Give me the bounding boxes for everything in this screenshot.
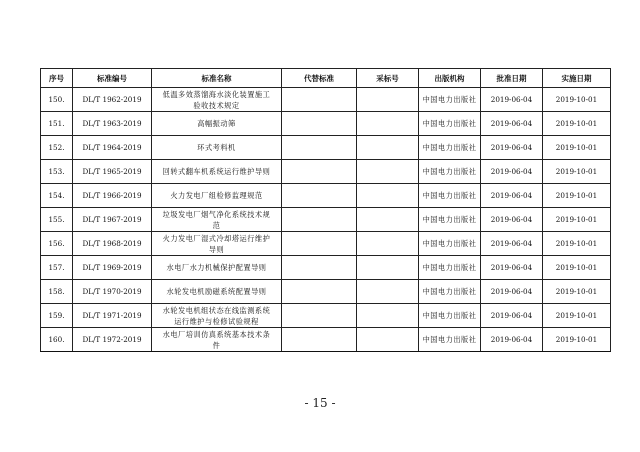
cell-effective-date: 2019-10-01 — [543, 280, 611, 304]
cell-effective-date: 2019-10-01 — [543, 232, 611, 256]
cell-seq: 154. — [41, 184, 73, 208]
cell-adopted-standard — [357, 88, 419, 112]
cell-publisher: 中国电力出版社 — [419, 208, 481, 232]
cell-approval-date: 2019-06-04 — [481, 208, 543, 232]
cell-replaced-standard — [282, 160, 357, 184]
cell-effective-date: 2019-10-01 — [543, 256, 611, 280]
header-approval-date: 批准日期 — [481, 69, 543, 88]
cell-approval-date: 2019-06-04 — [481, 112, 543, 136]
table-row — [41, 88, 611, 112]
cell-seq: 155. — [41, 208, 73, 232]
standards-table — [40, 68, 611, 352]
cell-seq: 153. — [41, 160, 73, 184]
cell-seq: 159. — [41, 304, 73, 328]
cell-effective-date: 2019-10-01 — [543, 328, 611, 352]
cell-publisher: 中国电力出版社 — [419, 160, 481, 184]
table-row — [41, 112, 611, 136]
table-row — [41, 184, 611, 208]
cell-adopted-standard — [357, 136, 419, 160]
cell-effective-date: 2019-10-01 — [543, 208, 611, 232]
table-header-row — [41, 69, 611, 88]
cell-publisher: 中国电力出版社 — [419, 232, 481, 256]
cell-standard-name: 低温多效蒸馏海水淡化装置施工验收技术规定 — [152, 88, 282, 112]
cell-adopted-standard — [357, 304, 419, 328]
cell-standard-name: 环式考料机 — [152, 136, 282, 160]
cell-publisher: 中国电力出版社 — [419, 304, 481, 328]
cell-standard-code: DL/T 1962-2019 — [73, 88, 152, 112]
cell-publisher: 中国电力出版社 — [419, 256, 481, 280]
cell-standard-name: 火力发电厂组检修监理规范 — [152, 184, 282, 208]
header-seq: 序号 — [41, 69, 73, 88]
cell-replaced-standard — [282, 88, 357, 112]
cell-seq: 156. — [41, 232, 73, 256]
cell-adopted-standard — [357, 160, 419, 184]
cell-adopted-standard — [357, 184, 419, 208]
cell-replaced-standard — [282, 280, 357, 304]
cell-seq: 151. — [41, 112, 73, 136]
cell-standard-name: 水电厂水力机械保护配置导则 — [152, 256, 282, 280]
cell-standard-code: DL/T 1968-2019 — [73, 232, 152, 256]
cell-replaced-standard — [282, 136, 357, 160]
cell-approval-date: 2019-06-04 — [481, 184, 543, 208]
cell-replaced-standard — [282, 256, 357, 280]
cell-standard-name: 水轮发电机组状态在线监测系统运行维护与检修试验规程 — [152, 304, 282, 328]
table-row — [41, 280, 611, 304]
page-number: - 15 - — [304, 396, 336, 410]
cell-effective-date: 2019-10-01 — [543, 304, 611, 328]
table-row — [41, 328, 611, 352]
cell-approval-date: 2019-06-04 — [481, 88, 543, 112]
cell-publisher: 中国电力出版社 — [419, 184, 481, 208]
cell-publisher: 中国电力出版社 — [419, 280, 481, 304]
cell-seq: 150. — [41, 88, 73, 112]
table-row — [41, 256, 611, 280]
cell-effective-date: 2019-10-01 — [543, 112, 611, 136]
table-row — [41, 208, 611, 232]
cell-effective-date: 2019-10-01 — [543, 184, 611, 208]
cell-effective-date: 2019-10-01 — [543, 136, 611, 160]
cell-adopted-standard — [357, 208, 419, 232]
header-standard-name: 标准名称 — [152, 69, 282, 88]
cell-replaced-standard — [282, 328, 357, 352]
cell-publisher: 中国电力出版社 — [419, 136, 481, 160]
cell-adopted-standard — [357, 328, 419, 352]
cell-effective-date: 2019-10-01 — [543, 88, 611, 112]
cell-adopted-standard — [357, 112, 419, 136]
cell-standard-code: DL/T 1966-2019 — [73, 184, 152, 208]
cell-publisher: 中国电力出版社 — [419, 88, 481, 112]
cell-adopted-standard — [357, 232, 419, 256]
cell-publisher: 中国电力出版社 — [419, 112, 481, 136]
cell-standard-name: 火力发电厂湿式冷却塔运行维护导则 — [152, 232, 282, 256]
cell-replaced-standard — [282, 184, 357, 208]
header-adopted-standard: 采标号 — [357, 69, 419, 88]
table-row — [41, 136, 611, 160]
cell-adopted-standard — [357, 256, 419, 280]
cell-approval-date: 2019-06-04 — [481, 304, 543, 328]
cell-standard-code: DL/T 1969-2019 — [73, 256, 152, 280]
cell-standard-code: DL/T 1970-2019 — [73, 280, 152, 304]
cell-replaced-standard — [282, 208, 357, 232]
cell-seq: 157. — [41, 256, 73, 280]
cell-seq: 158. — [41, 280, 73, 304]
header-replaced-standard: 代替标准 — [282, 69, 357, 88]
table-row — [41, 232, 611, 256]
cell-standard-code: DL/T 1967-2019 — [73, 208, 152, 232]
cell-seq: 152. — [41, 136, 73, 160]
cell-standard-name: 水轮发电机励磁系统配置导则 — [152, 280, 282, 304]
cell-approval-date: 2019-06-04 — [481, 328, 543, 352]
cell-approval-date: 2019-06-04 — [481, 232, 543, 256]
header-standard-code: 标准编号 — [73, 69, 152, 88]
cell-seq: 160. — [41, 328, 73, 352]
cell-standard-code: DL/T 1965-2019 — [73, 160, 152, 184]
cell-replaced-standard — [282, 232, 357, 256]
cell-standard-name: 水电厂培训仿真系统基本技术条件 — [152, 328, 282, 352]
cell-standard-code: DL/T 1963-2019 — [73, 112, 152, 136]
table-body — [41, 88, 611, 352]
cell-standard-code: DL/T 1964-2019 — [73, 136, 152, 160]
cell-replaced-standard — [282, 304, 357, 328]
cell-approval-date: 2019-06-04 — [481, 256, 543, 280]
cell-standard-name: 垃圾发电厂烟气净化系统技术规范 — [152, 208, 282, 232]
table-row — [41, 160, 611, 184]
cell-approval-date: 2019-06-04 — [481, 136, 543, 160]
cell-approval-date: 2019-06-04 — [481, 160, 543, 184]
cell-standard-code: DL/T 1972-2019 — [73, 328, 152, 352]
table-row — [41, 304, 611, 328]
header-publisher: 出版机构 — [419, 69, 481, 88]
cell-standard-name: 回转式翻车机系统运行维护导则 — [152, 160, 282, 184]
cell-approval-date: 2019-06-04 — [481, 280, 543, 304]
cell-standard-name: 高幅振动筛 — [152, 112, 282, 136]
cell-effective-date: 2019-10-01 — [543, 160, 611, 184]
header-effective-date: 实施日期 — [543, 69, 611, 88]
cell-standard-code: DL/T 1971-2019 — [73, 304, 152, 328]
cell-replaced-standard — [282, 112, 357, 136]
cell-publisher: 中国电力出版社 — [419, 328, 481, 352]
cell-adopted-standard — [357, 280, 419, 304]
